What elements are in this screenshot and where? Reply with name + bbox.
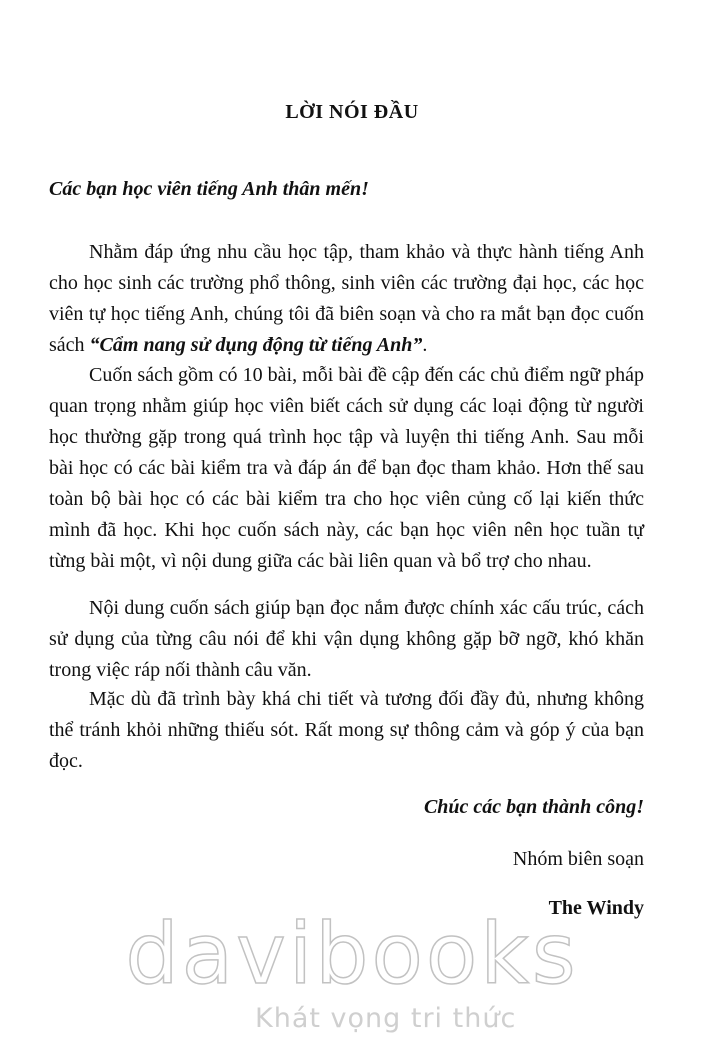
paragraph-1 xyxy=(49,237,644,361)
watermark-tagline: Khát vọng tri thức xyxy=(255,1003,517,1034)
greeting: Các bạn học viên tiếng Anh thân mến! xyxy=(49,178,369,200)
watermark-logo: davibooks xyxy=(125,905,579,1003)
closing-wish: Chúc các bạn thành công! xyxy=(423,796,644,818)
compiler-label: Nhóm biên soạn xyxy=(512,848,644,870)
book-title: “Cẩm nang sử dụng động từ tiếng Anh” xyxy=(89,334,423,356)
paragraph-4: Mặc dù đã trình bày khá chi tiết và tương đối đầy đủ, nhưng không thể tránh khỏi những thiếu sót. Rất mong sự thông cảm và góp ý của bạn đọc. xyxy=(49,688,644,772)
paragraph-1-end: . xyxy=(422,334,428,356)
author-name: The Windy xyxy=(548,897,644,919)
paragraph-2: Cuốn sách gồm có 10 bài, mỗi bài đề cập đến các chủ điểm ngữ pháp quan trọng nhằm giúp học viên biết cách sử dụng các loại động từ người học thường gặp trong quá trình học tập và luyện thi tiếng Anh. Sau mỗi bài học có các bài kiểm tra và đáp án để bạn đọc tham khảo. Hơn thế sau toàn bộ bài học có các bài kiểm tra cho học viên củng cố lại kiến thức mình đã học. Khi học cuốn sách này, các bạn học viên nên học tuần tự từng bài một, vì nội dung giữa các bài liên quan và bổ trợ cho nhau. xyxy=(49,364,644,572)
paragraph-3: Nội dung cuốn sách giúp bạn đọc nắm được chính xác cấu trúc, cách sử dụng của từng câu nói để khi vận dụng không gặp bỡ ngỡ, khó khăn trong việc ráp nối thành câu văn. xyxy=(49,597,644,681)
paragraph-1-text: Nhằm đáp ứng nhu cầu học tập, tham khảo và thực hành tiếng Anh cho học sinh các trường phổ thông, sinh viên các trường đại học, các học viên tự học tiếng Anh, chúng tôi đã biên soạn và cho ra mắt bạn đọc cuốn sách xyxy=(49,241,644,356)
page-title: LỜI NÓI ĐẦU xyxy=(285,101,419,123)
